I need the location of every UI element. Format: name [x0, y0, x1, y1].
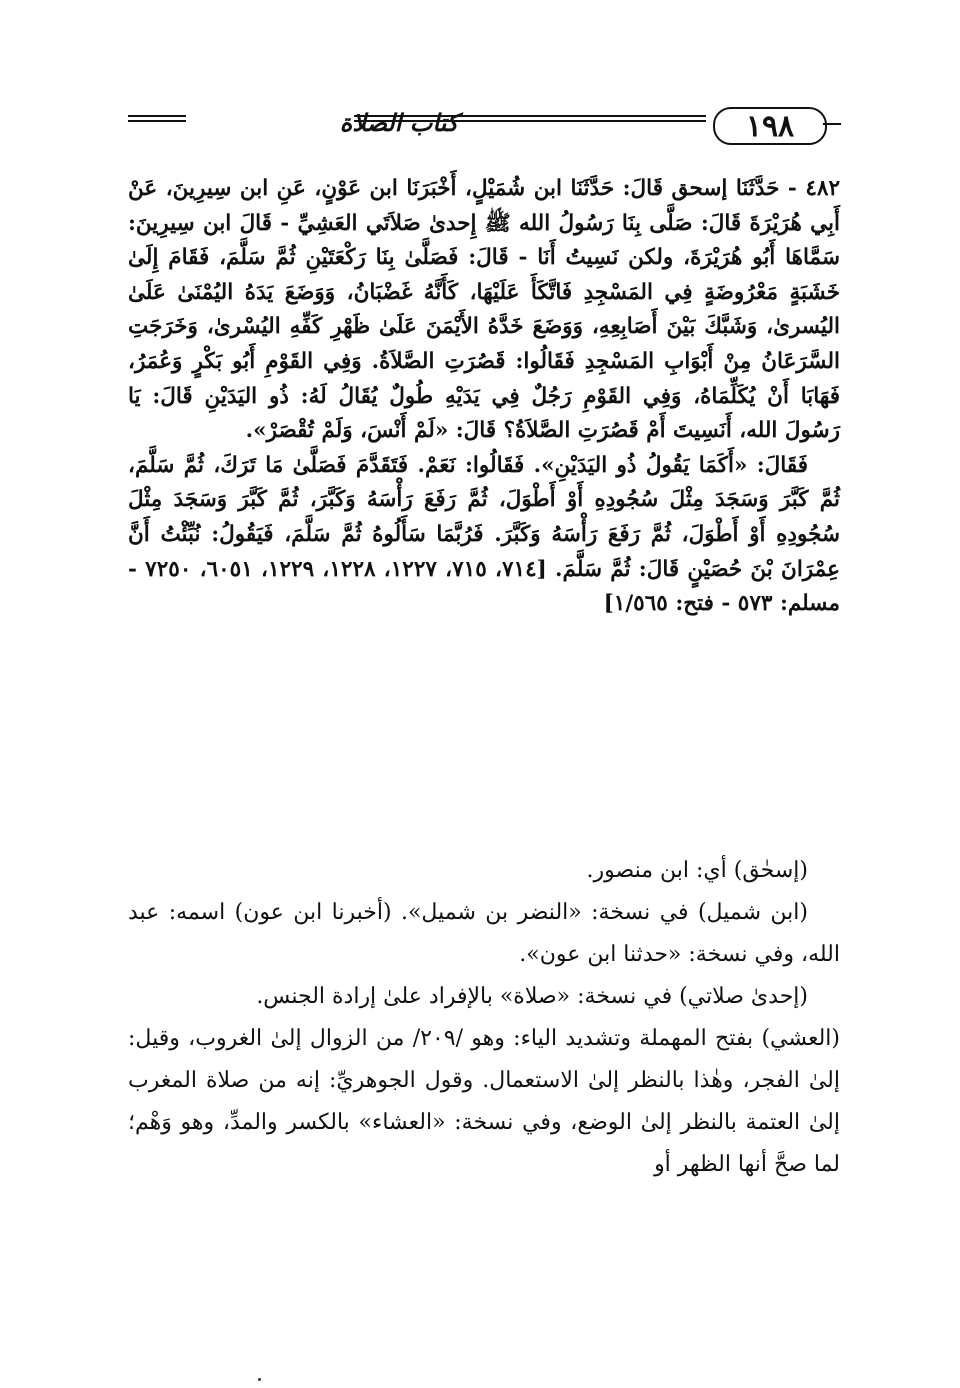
- header-rule-right: [823, 123, 841, 125]
- header-rule-left: [128, 115, 186, 122]
- commentary-note: (إسحٰق) أي: ابن منصور.: [586, 858, 808, 883]
- hadith-paragraph: ٤٨٢ - حَدَّثَنَا إسحق قَالَ: حَدَّثَنَا ابن شُمَيْلٍ، أَخْبَرَنَا ابن عَوْنٍ، عَنِ ابن سِيرِينَ، عَنْ أَبِي هُرَيْرَةَ قَالَ: صَلَّى بِنَا رَسُولُ الله ﷺ إِحدىٰ صَلاَتَي العَشِيِّ - قَالَ ابن سِيرِينَ: سَمَّاهَا أَبُو هُرَيْرَةَ، ولكن نَسِيتُ أَنَا - قَالَ: فَصَلَّىٰ بِنَا رَكْعَتَيْنِ ثُمَّ سَلَّمَ، فَقَامَ إِلَىٰ خَشَبَةٍ مَعْرُوضَةٍ فِي المَسْجِدِ فَاتَّكَأَ عَلَيْهَا، كَأَنَّهُ غَضْبَانُ، وَوَضَعَ يَدَهُ اليُمْنَىٰ عَلَىٰ اليُسرىٰ، وَشَبَّكَ بَيْنَ أَصَابِعِهِ، وَوَضَعَ خَدَّهُ الأَيْمَنَ عَلَىٰ ظَهْرِ كَفِّهِ اليُسْرىٰ، وَخَرَجَتِ السَّرَعَانُ مِنْ أَبْوَابِ المَسْجِدِ فَقَالُوا: قَصُرَتِ الصَّلاَةُ. وَفِي القَوْمِ أَبُو بَكْرٍ وَعُمَرُ، فَهَابَا أَنْ يُكَلِّمَاهُ، وَفِي القَوْمِ رَجُلٌ فِي يَدَيْهِ طُولٌ يُقَالُ لَهُ: ذُو اليَدَيْنِ قَالَ: يَا رَسُولَ الله، أَنَسِيتَ أَمْ قَصُرَتِ الصَّلاَةُ؟ قَالَ: «لَمْ أَنْسَ، وَلَمْ تُقْصَرْ».: [128, 176, 840, 444]
- page-number: ١٩٨: [713, 107, 827, 145]
- commentary-note: (العشي) بفتح المهملة وتشديد الياء: وهو /٢٠٩/ من الزوال إلىٰ الغروب، وقيل: إلىٰ الفجر، وهٰذا بالنظر إلىٰ الاستعمال. وقول الجوهريِّ: إنه من صلاة المغرب إلىٰ العتمة بالنظر إلىٰ الوضع، وفي نسخة: «العشاء» بالكسر والمدِّ، وهو وَهْم؛ لما صحَّ أنها الظهر أو: [128, 1026, 841, 1177]
- header-rule-middle: [354, 115, 706, 122]
- running-title: كتاب الصلاة: [339, 108, 459, 137]
- commentary-note: (إحدىٰ صلاتي) في نسخة: «صلاة» بالإفراد علىٰ إرادة الجنس.: [256, 984, 808, 1009]
- page-header: [128, 104, 840, 144]
- hadith-text: [128, 172, 840, 622]
- commentary: [128, 850, 840, 1186]
- hadith-paragraph: فَقَالَ: «أَكَمَا يَقُولُ ذُو اليَدَيْنِ». فَقَالُوا: نَعَمْ. فَتَقَدَّمَ فَصَلَّىٰ مَا تَرَكَ، ثُمَّ سَلَّمَ، ثُمَّ كَبَّرَ وَسَجَدَ مِثْلَ سُجُودِهِ أَوْ أَطْوَلَ، ثُمَّ رَفَعَ رَأْسَهُ وَكَبَّرَ، ثُمَّ كَبَّرَ وَسَجَدَ مِثْلَ سُجُودِهِ أَوْ أَطْوَلَ، ثُمَّ رَفَعَ رَأْسَهُ وَكَبَّرَ. فَرُبَّمَا سَأَلُوهُ ثُمَّ سَلَّمَ، فَيَقُولُ: نُبِّئْتُ أَنَّ عِمْرَانَ بْنَ حُصَيْنٍ قَالَ: ثُمَّ سَلَّمَ. [٧١٤، ٧١٥، ١٢٢٧، ١٢٢٨، ١٢٢٩، ٦٠٥١، ٧٢٥٠ - مسلم: ٥٧٣ - فتح: ١/٥٦٥]: [128, 452, 840, 617]
- scan-speck: [258, 1378, 261, 1381]
- commentary-note: (ابن شميل) في نسخة: «النضر بن شميل». (أخبرنا ابن عون) اسمه: عبد الله، وفي نسخة: «حدثنا ابن عون».: [128, 900, 840, 967]
